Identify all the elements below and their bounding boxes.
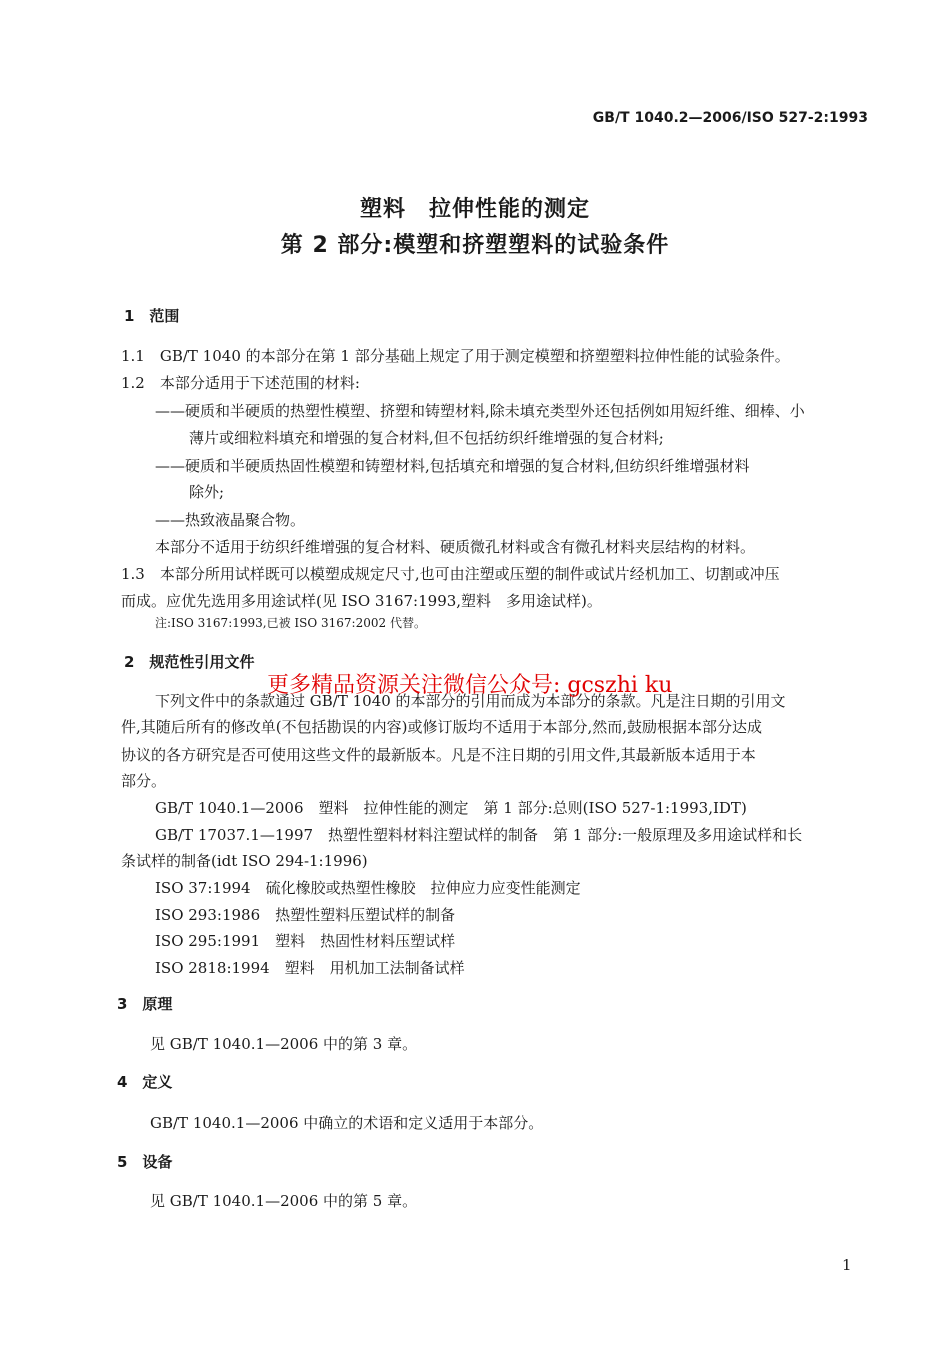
references-intro-line3: 协议的各方研究是否可使用这些文件的最新版本。凡是不注日期的引用文件,其最新版本适用于本 bbox=[121, 746, 756, 764]
section-2-heading: 2 规范性引用文件 bbox=[124, 653, 255, 671]
references-intro-line4: 部分。 bbox=[121, 772, 167, 790]
list-item-thermoplastic-cont: 薄片或细粒料填充和增强的复合材料,但不包括纺织纤维增强的复合材料; bbox=[189, 429, 664, 447]
section-3-heading: 3 原理 bbox=[117, 995, 173, 1013]
page-number: 1 bbox=[842, 1256, 852, 1274]
list-item-thermoset-cont: 除外; bbox=[189, 483, 225, 501]
references-intro-line2: 件,其随后所有的修改单(不包括勘误的内容)或修订版均不适用于本部分,然而,鼓励根据本部分达成 bbox=[121, 718, 763, 736]
document-subtitle: 第 2 部分:模塑和挤塑塑料的试验条件 bbox=[280, 233, 670, 258]
section-5-heading: 5 设备 bbox=[117, 1153, 173, 1171]
note: 注:ISO 3167:1993,已被 ISO 3167:2002 代替。 bbox=[155, 616, 426, 630]
reference-iso-2818: ISO 2818:1994 塑料 用机加工法制备试样 bbox=[155, 959, 465, 977]
reference-iso-295: ISO 295:1991 塑料 热固性材料压塑试样 bbox=[155, 932, 456, 950]
watermark: 更多精品资源关注微信公众号: gcszhi ku bbox=[267, 673, 673, 698]
reference-gbt-17037-1: GB/T 17037.1—1997 热塑性塑料材料注塑试样的制备 第 1 部分:一般原理及多用途试样和长 bbox=[155, 826, 803, 844]
clause-1-2: 1.2 本部分适用于下述范围的材料: bbox=[121, 374, 360, 392]
section-1-heading: 1 范围 bbox=[124, 307, 180, 325]
document-title: 塑料 拉伸性能的测定 bbox=[359, 197, 590, 222]
section-4-text: GB/T 1040.1—2006 中确立的术语和定义适用于本部分。 bbox=[150, 1114, 544, 1132]
reference-gbt-17037-1-cont: 条试样的制备(idt ISO 294-1:1996) bbox=[121, 852, 368, 870]
standard-code: GB/T 1040.2—2006/ISO 527-2:1993 bbox=[592, 110, 868, 126]
reference-iso-293: ISO 293:1986 热塑性塑料压塑试样的制备 bbox=[155, 906, 456, 924]
exclusion-paragraph: 本部分不适用于纺织纤维增强的复合材料、硬质微孔材料或含有微孔材料夹层结构的材料。 bbox=[155, 538, 756, 556]
reference-iso-37: ISO 37:1994 硫化橡胶或热塑性橡胶 拉伸应力应变性能测定 bbox=[155, 879, 581, 897]
section-4-heading: 4 定义 bbox=[117, 1073, 173, 1091]
clause-1-3: 1.3 本部分所用试样既可以模塑成规定尺寸,也可由注塑或压塑的制件或试片经机加工、切割或冲压 bbox=[121, 565, 780, 583]
reference-gbt-1040-1: GB/T 1040.1—2006 塑料 拉伸性能的测定 第 1 部分:总则(ISO 527-1:1993,IDT) bbox=[155, 799, 747, 817]
list-item-lcp: ——热致液晶聚合物。 bbox=[155, 511, 306, 529]
list-item-thermoset: ——硬质和半硬质热固性模塑和铸塑材料,包括填充和增强的复合材料,但纺织纤维增强材料 bbox=[155, 457, 750, 475]
clause-1-1: 1.1 GB/T 1040 的本部分在第 1 部分基础上规定了用于测定模塑和挤塑塑料拉伸性能的试验条件。 bbox=[121, 347, 790, 365]
section-5-text: 见 GB/T 1040.1—2006 中的第 5 章。 bbox=[150, 1192, 418, 1210]
clause-1-3-cont: 而成。应优先选用多用途试样(见 ISO 3167:1993,塑料 多用途试样)。 bbox=[121, 592, 602, 610]
section-3-text: 见 GB/T 1040.1—2006 中的第 3 章。 bbox=[150, 1035, 418, 1053]
references-intro: 下列文件中的条款通过 GB/T 1040 的本部分的引用而成为本部分的条款。凡是注日期的引用文 bbox=[155, 692, 786, 710]
list-item-thermoplastic: ——硬质和半硬质的热塑性模塑、挤塑和铸塑材料,除未填充类型外还包括例如用短纤维、细棒、小 bbox=[155, 402, 805, 420]
